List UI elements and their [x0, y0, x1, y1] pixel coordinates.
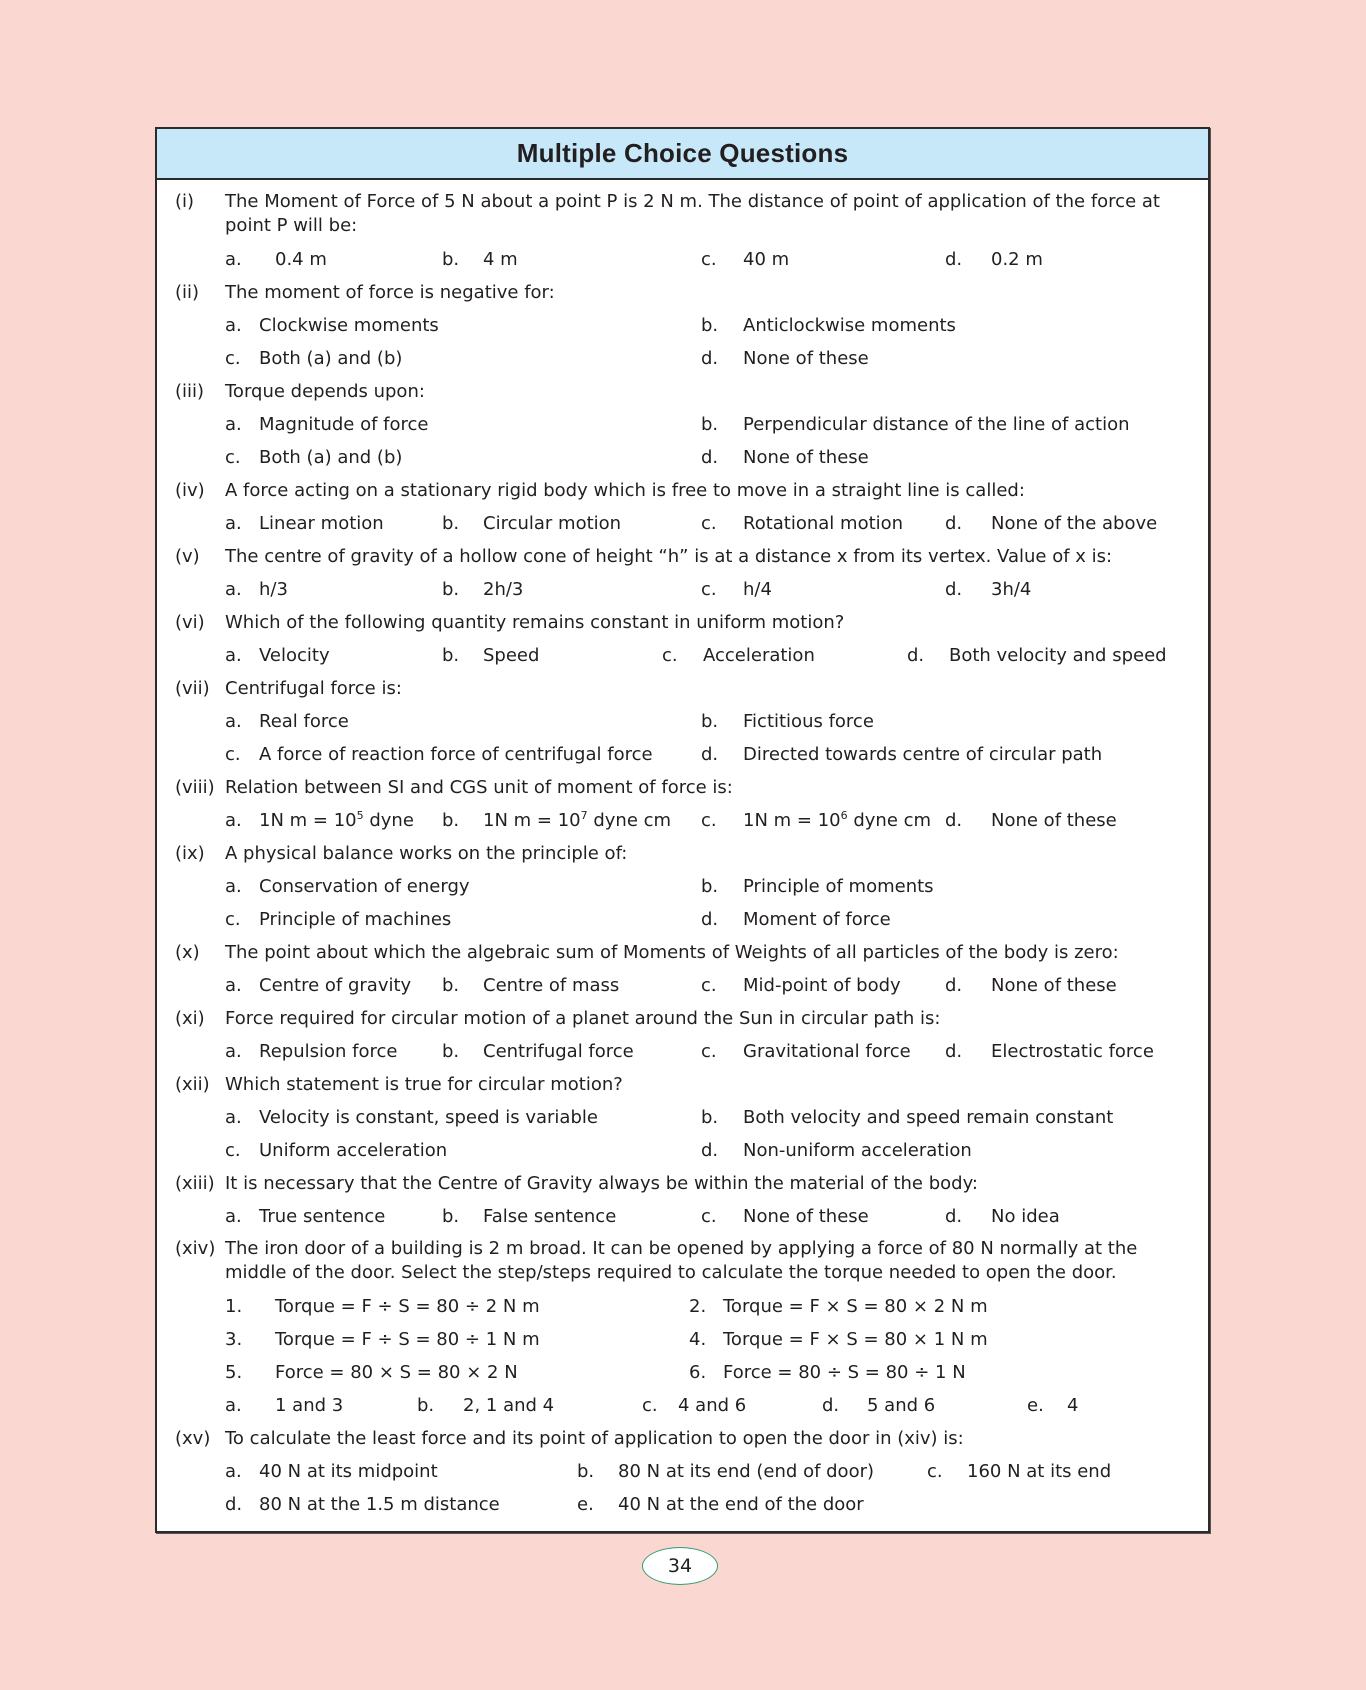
option-letter: c. [225, 1140, 241, 1161]
options-row [157, 309, 1208, 342]
option-letter: d. [945, 1206, 963, 1227]
options-row [157, 342, 1208, 375]
option-text [743, 1101, 1113, 1134]
mcq-panel [155, 127, 1210, 1533]
option-text-main: 2h/3 [483, 579, 524, 600]
question-stem [157, 936, 1208, 969]
option-letter: b. [701, 876, 719, 897]
option-text [678, 1389, 746, 1422]
question-number: (xiv) [175, 1238, 216, 1259]
option-text-unit: dyne cm [587, 810, 672, 831]
option-text-main: Gravitational force [743, 1041, 911, 1062]
question-text: The iron door of a building is 2 m broad. It can be opened by applying a force of 80 N normally at the middle of the door. Select the step/steps required to calculate the torque needed to open the door. [225, 1238, 1138, 1283]
question-stem [157, 1233, 1208, 1290]
option-letter: c. [701, 249, 717, 270]
option-text-main: 80 N at the 1.5 m distance [259, 1494, 500, 1515]
option-letter: a. [225, 975, 242, 996]
option-letter: c. [642, 1395, 658, 1416]
option-text-main: 80 N at its end (end of door) [618, 1461, 875, 1482]
option-text [259, 1101, 598, 1134]
option-text-main: Both (a) and (b) [259, 447, 403, 468]
option-text [723, 1323, 988, 1356]
option-letter: c. [662, 645, 678, 666]
option-text [259, 969, 411, 1002]
options-row [157, 1200, 1208, 1233]
options-row [157, 1488, 1208, 1521]
option-text [618, 1455, 874, 1488]
option-text [259, 507, 384, 540]
question-stem [157, 771, 1208, 804]
option-letter: a. [225, 1041, 242, 1062]
option-text-main: 4 and 6 [678, 1395, 747, 1416]
question-text: The Moment of Force of 5 N about a point P is 2 N m. The distance of point of application of the force at point P will be: [225, 191, 1160, 236]
option-text [723, 1356, 966, 1389]
option-text-main: 1N m = 10 [483, 810, 581, 831]
question-stem [157, 837, 1208, 870]
option-letter: b. [442, 975, 460, 996]
question-number: (xv) [175, 1428, 211, 1449]
question-stem [157, 540, 1208, 573]
option-text [743, 408, 1130, 441]
option-letter: b. [442, 810, 460, 831]
option-text [483, 969, 619, 1002]
option-text [259, 705, 349, 738]
question-number: (xi) [175, 1008, 205, 1029]
option-text-main: None of these [991, 975, 1117, 996]
option-letter: a. [225, 1461, 242, 1482]
options-row [157, 1134, 1208, 1167]
question-text: The centre of gravity of a hollow cone of height “h” is at a distance x from its vertex. Value of x is: [225, 546, 1113, 567]
option-letter: 5. [225, 1362, 243, 1383]
question-number: (i) [175, 191, 195, 212]
option-text-main: None of these [743, 348, 869, 369]
superscript-exponent: 7 [580, 809, 588, 822]
option-letter: d. [945, 810, 963, 831]
question-stem [157, 474, 1208, 507]
option-text-main: 5 and 6 [867, 1395, 936, 1416]
option-text-main: True sentence [259, 1206, 386, 1227]
option-letter: b. [442, 1041, 460, 1062]
option-letter: a. [225, 711, 242, 732]
option-text [743, 1134, 972, 1167]
question-text: Which statement is true for circular motion? [225, 1074, 623, 1095]
option-text-main: None of these [743, 447, 869, 468]
option-text [275, 1323, 540, 1356]
question-number: (ix) [175, 843, 205, 864]
option-text-main: Speed [483, 645, 540, 666]
option-letter: a. [225, 513, 242, 534]
option-letter: b. [577, 1461, 595, 1482]
question-text: To calculate the least force and its point of application to open the door in (xiv) is: [225, 1428, 964, 1449]
option-text-main: Centre of gravity [259, 975, 412, 996]
option-letter: 3. [225, 1329, 243, 1350]
option-text-main: 1N m = 10 [259, 810, 357, 831]
option-letter: c. [225, 909, 241, 930]
option-letter: e. [577, 1494, 594, 1515]
option-text [703, 639, 815, 672]
option-letter: b. [701, 1107, 719, 1128]
question-text: The point about which the algebraic sum of Moments of Weights of all particles of the body is zero: [225, 942, 1119, 963]
option-letter: a. [225, 1206, 242, 1227]
option-text [949, 639, 1167, 672]
option-text-main: Directed towards centre of circular path [743, 744, 1103, 765]
option-text [743, 870, 934, 903]
option-text [259, 639, 330, 672]
option-text-main: 40 m [743, 249, 790, 270]
option-text-main: 3h/4 [991, 579, 1032, 600]
option-text-main: 1 and 3 [275, 1395, 344, 1416]
steps-row [157, 1323, 1208, 1356]
option-letter: d. [701, 447, 719, 468]
option-text [743, 573, 772, 606]
option-text-main: h/3 [259, 579, 288, 600]
option-letter: d. [225, 1494, 243, 1515]
option-text-main: None of these [743, 1206, 869, 1227]
option-text-main: Perpendicular distance of the line of action [743, 414, 1130, 435]
option-text [463, 1389, 554, 1422]
option-letter: 6. [689, 1362, 707, 1383]
option-text [259, 1200, 385, 1233]
option-text-main: Acceleration [703, 645, 815, 666]
option-text-main: Force = 80 ÷ S = 80 ÷ 1 N [723, 1362, 966, 1383]
option-letter: d. [945, 513, 963, 534]
question-text: Relation between SI and CGS unit of moment of force is: [225, 777, 733, 798]
option-letter: b. [417, 1395, 435, 1416]
option-text-main: A force of reaction force of centrifugal force [259, 744, 653, 765]
option-text [259, 573, 288, 606]
option-text [259, 1035, 397, 1068]
options-row [157, 441, 1208, 474]
option-text [259, 738, 653, 771]
option-letter: d. [907, 645, 925, 666]
question-number: (v) [175, 546, 200, 567]
option-letter: b. [701, 315, 719, 336]
options-row [157, 903, 1208, 936]
option-letter: b. [701, 414, 719, 435]
option-text [743, 903, 891, 936]
option-text [991, 1200, 1060, 1233]
option-text [275, 1290, 540, 1323]
option-text-main: Rotational motion [743, 513, 904, 534]
option-letter: b. [442, 645, 460, 666]
option-letter: a. [225, 579, 242, 600]
panel-header [157, 129, 1208, 180]
option-text [483, 573, 523, 606]
question-stem [157, 672, 1208, 705]
options-row [157, 573, 1208, 606]
question-text: Torque depends upon: [225, 381, 425, 402]
option-text-main: 4 m [483, 249, 518, 270]
option-text-main: Linear motion [259, 513, 384, 534]
option-letter: a. [225, 876, 242, 897]
question-stem [157, 186, 1208, 243]
option-text-main: Centrifugal force [483, 1041, 634, 1062]
option-text-main: Clockwise moments [259, 315, 439, 336]
option-text-main: Real force [259, 711, 349, 732]
option-text-main: Fictitious force [743, 711, 874, 732]
option-letter: d. [701, 1140, 719, 1161]
option-text [259, 1134, 447, 1167]
options-row [157, 507, 1208, 540]
option-text [483, 804, 671, 837]
options-row [157, 1389, 1208, 1422]
option-text-main: 2, 1 and 4 [463, 1395, 555, 1416]
option-text-main: Torque = F ÷ S = 80 ÷ 2 N m [275, 1296, 540, 1317]
option-letter: a. [225, 810, 242, 831]
option-letter: c. [225, 348, 241, 369]
option-letter: b. [442, 513, 460, 534]
option-letter: d. [945, 579, 963, 600]
options-row [157, 870, 1208, 903]
option-text-main: Both velocity and speed [949, 645, 1167, 666]
option-letter: a. [225, 315, 242, 336]
steps-row [157, 1290, 1208, 1323]
option-letter: b. [701, 711, 719, 732]
option-text [259, 903, 451, 936]
option-text-main: Principle of moments [743, 876, 934, 897]
option-letter: b. [442, 579, 460, 600]
option-text-main: Centre of mass [483, 975, 620, 996]
option-text [618, 1488, 864, 1521]
option-text-main: Torque = F ÷ S = 80 ÷ 1 N m [275, 1329, 540, 1350]
option-text-main: Both (a) and (b) [259, 348, 403, 369]
question-text: The moment of force is negative for: [225, 282, 555, 303]
option-text [743, 309, 956, 342]
question-stem [157, 1422, 1208, 1455]
question-stem [157, 1167, 1208, 1200]
option-text-main: Repulsion force [259, 1041, 398, 1062]
option-text [275, 1389, 343, 1422]
option-letter: e. [1027, 1395, 1044, 1416]
option-text [483, 1035, 634, 1068]
page-number-badge [642, 1547, 718, 1585]
option-text [723, 1290, 988, 1323]
question-number: (iv) [175, 480, 205, 501]
option-text-main: Velocity is constant, speed is variable [259, 1107, 598, 1128]
option-letter: c. [701, 579, 717, 600]
question-text: A physical balance works on the principle of: [225, 843, 628, 864]
option-letter: c. [701, 513, 717, 534]
option-text [1067, 1389, 1078, 1422]
option-letter: 2. [689, 1296, 707, 1317]
option-letter: d. [945, 975, 963, 996]
option-text [275, 243, 327, 276]
option-text [275, 1356, 518, 1389]
option-text-main: Torque = F × S = 80 × 2 N m [723, 1296, 988, 1317]
option-letter: d. [822, 1395, 840, 1416]
option-text [743, 507, 903, 540]
option-letter: d. [701, 744, 719, 765]
option-text-main: 1N m = 10 [743, 810, 841, 831]
option-text [483, 243, 518, 276]
option-letter: a. [225, 1395, 242, 1416]
question-stem [157, 375, 1208, 408]
option-text [991, 243, 1043, 276]
option-text [991, 1035, 1154, 1068]
question-text: It is necessary that the Centre of Gravity always be within the material of the body: [225, 1173, 978, 1194]
option-text [743, 441, 869, 474]
option-text-main: Magnitude of force [259, 414, 429, 435]
option-text [743, 738, 1102, 771]
option-text [259, 1455, 438, 1488]
option-text-main: 0.2 m [991, 249, 1043, 270]
option-text [991, 969, 1117, 1002]
option-text-main: None of the above [991, 513, 1158, 534]
options-row [157, 408, 1208, 441]
option-letter: a. [225, 249, 242, 270]
option-letter: b. [442, 249, 460, 270]
option-text-main: Conservation of energy [259, 876, 470, 897]
options-row [157, 1101, 1208, 1134]
option-text [743, 1200, 869, 1233]
option-text-main: Both velocity and speed remain constant [743, 1107, 1114, 1128]
option-letter: a. [225, 1107, 242, 1128]
option-text [483, 1200, 616, 1233]
option-letter: a. [225, 414, 242, 435]
option-letter: c. [225, 744, 241, 765]
question-text: Centrifugal force is: [225, 678, 402, 699]
option-text [967, 1455, 1111, 1488]
question-stem [157, 606, 1208, 639]
option-text [743, 705, 874, 738]
option-text [743, 243, 789, 276]
question-text: A force acting on a stationary rigid body which is free to move in a straight line is called: [225, 480, 1025, 501]
option-text-main: 40 N at the end of the door [618, 1494, 864, 1515]
question-number: (viii) [175, 777, 215, 798]
option-text-main: 160 N at its end [967, 1461, 1112, 1482]
question-number: (iii) [175, 381, 205, 402]
option-text [259, 309, 439, 342]
options-row [157, 804, 1208, 837]
option-text-main: Moment of force [743, 909, 891, 930]
option-text-main: False sentence [483, 1206, 617, 1227]
option-text [743, 969, 901, 1002]
option-text [743, 804, 931, 837]
option-text [991, 804, 1117, 837]
option-letter: c. [701, 810, 717, 831]
question-number: (xiii) [175, 1173, 215, 1194]
option-text [743, 1035, 911, 1068]
option-text-main: Anticlockwise moments [743, 315, 956, 336]
option-text-main: Velocity [259, 645, 330, 666]
option-text-main: Non-uniform acceleration [743, 1140, 972, 1161]
question-stem [157, 1068, 1208, 1101]
option-text [259, 1488, 500, 1521]
option-text-main: Electrostatic force [991, 1041, 1154, 1062]
option-text [743, 342, 869, 375]
option-text-unit: dyne cm [847, 810, 932, 831]
option-letter: b. [442, 1206, 460, 1227]
question-text: Force required for circular motion of a planet around the Sun in circular path is: [225, 1008, 941, 1029]
option-text-main: Principle of machines [259, 909, 452, 930]
question-number: (vii) [175, 678, 210, 699]
question-stem [157, 1002, 1208, 1035]
option-text [483, 639, 539, 672]
option-text-main: Uniform acceleration [259, 1140, 448, 1161]
option-text-main: Force = 80 × S = 80 × 2 N [275, 1362, 518, 1383]
option-text [259, 870, 470, 903]
question-text: Which of the following quantity remains constant in uniform motion? [225, 612, 845, 633]
question-stem [157, 276, 1208, 309]
option-text [867, 1389, 935, 1422]
option-text-main: No idea [991, 1206, 1060, 1227]
option-text-main: None of these [991, 810, 1117, 831]
option-text-unit: dyne [363, 810, 414, 831]
option-letter: c. [225, 447, 241, 468]
option-text-main: h/4 [743, 579, 772, 600]
options-row [157, 639, 1208, 672]
page-title: Multiple Choice Questions [516, 138, 849, 168]
option-text [991, 573, 1031, 606]
question-number: (ii) [175, 282, 200, 303]
option-text-main: 4 [1067, 1395, 1079, 1416]
option-letter: d. [701, 909, 719, 930]
options-row [157, 705, 1208, 738]
option-text [259, 342, 402, 375]
option-letter: d. [945, 249, 963, 270]
option-letter: c. [701, 975, 717, 996]
option-text-main: 0.4 m [275, 249, 327, 270]
option-text-main: Mid-point of body [743, 975, 901, 996]
question-list [157, 180, 1208, 1521]
options-row [157, 969, 1208, 1002]
option-text-main: 40 N at its midpoint [259, 1461, 438, 1482]
option-text [483, 507, 621, 540]
option-letter: 4. [689, 1329, 707, 1350]
option-letter: c. [701, 1041, 717, 1062]
options-row [157, 1455, 1208, 1488]
options-row [157, 738, 1208, 771]
option-letter: d. [701, 348, 719, 369]
option-letter: d. [945, 1041, 963, 1062]
option-letter: a. [225, 645, 242, 666]
question-number: (x) [175, 942, 200, 963]
option-text-main: Circular motion [483, 513, 622, 534]
option-text [259, 408, 428, 441]
superscript-exponent: 5 [356, 809, 364, 822]
option-letter: c. [927, 1461, 943, 1482]
page-number: 34 [667, 1555, 693, 1577]
option-text [259, 441, 402, 474]
option-letter: 1. [225, 1296, 243, 1317]
options-row [157, 243, 1208, 276]
question-number: (xii) [175, 1074, 210, 1095]
option-text [259, 804, 414, 837]
option-letter: c. [701, 1206, 717, 1227]
option-text [991, 507, 1157, 540]
question-number: (vi) [175, 612, 205, 633]
option-text-main: Torque = F × S = 80 × 1 N m [723, 1329, 988, 1350]
superscript-exponent: 6 [840, 809, 848, 822]
steps-row [157, 1356, 1208, 1389]
options-row [157, 1035, 1208, 1068]
